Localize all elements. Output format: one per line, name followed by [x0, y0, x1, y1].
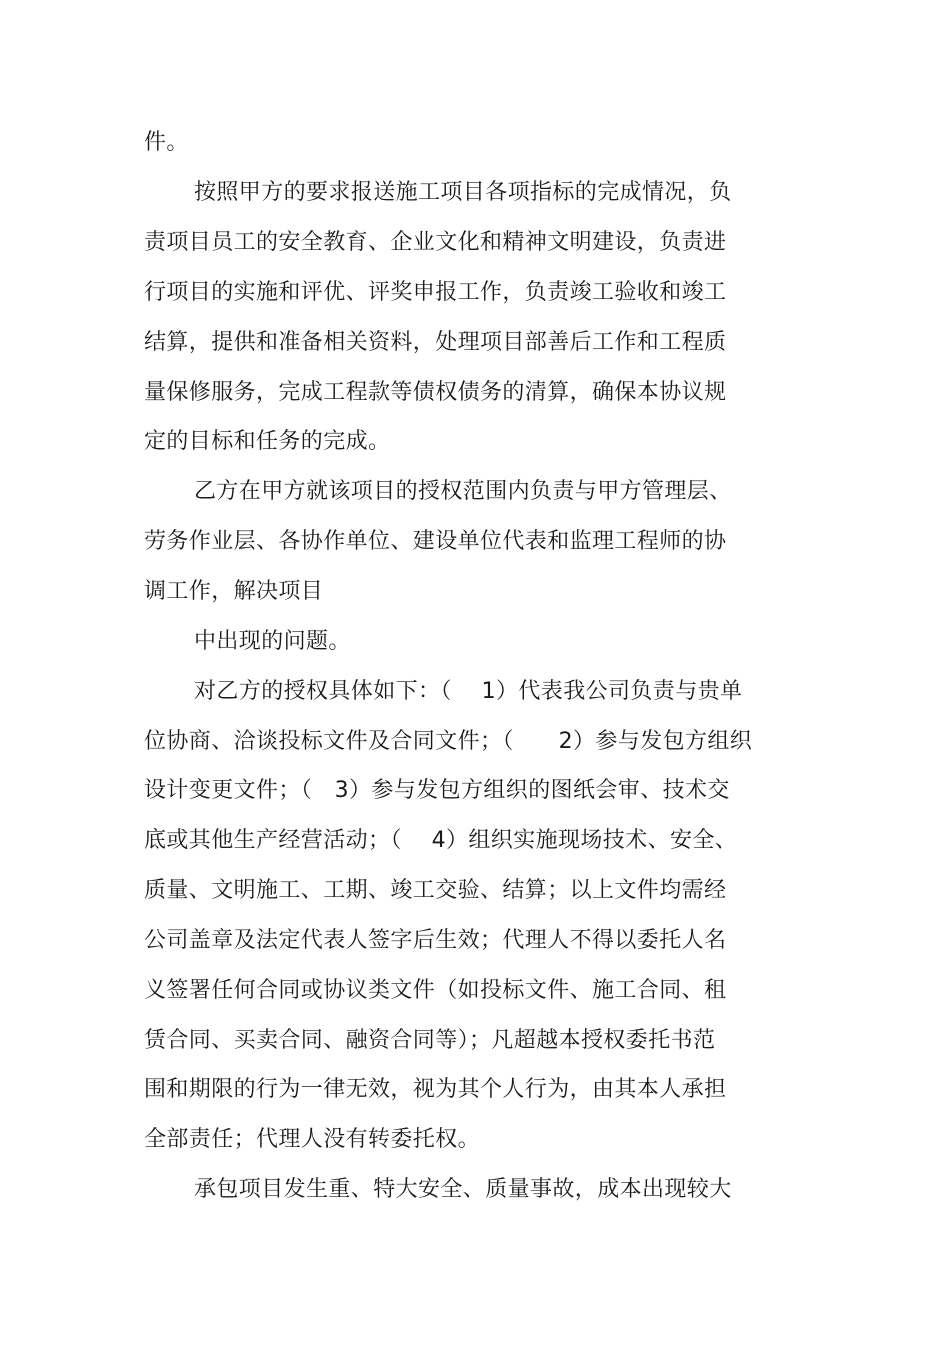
text-line: 位协商、洽谈投标文件及合同文件；（ 2）参与发包方组织	[144, 729, 753, 754]
text-line: 底或其他生产经营活动；（ 4）组织实施现场技术、安全、	[144, 828, 738, 853]
paragraph-first-line: 按照甲方的要求报送施工项目各项指标的完成情况，负	[194, 180, 732, 205]
text-line: 质量、文明施工、工期、竣工交验、结算；以上文件均需经	[144, 878, 727, 903]
text-line: 公司盖章及法定代表人签字后生效；代理人不得以委托人名	[144, 928, 727, 953]
text-line: 调工作，解决项目	[144, 579, 324, 604]
text-line: 义签署任何合同或协议类文件（如投标文件、施工合同、租	[144, 978, 727, 1003]
paragraph-first-line: 对乙方的授权具体如下：（ 1）代表我公司负责与贵单	[194, 679, 743, 704]
text-line: 件。	[144, 130, 189, 155]
text-line: 围和期限的行为一律无效，视为其个人行为，由其本人承担	[144, 1077, 727, 1102]
text-line: 设计变更文件；（ 3）参与发包方组织的图纸会审、技术交	[144, 778, 730, 803]
paragraph-first-line: 中出现的问题。	[194, 629, 351, 654]
text-line: 劳务作业层、各协作单位、建设单位代表和监理工程师的协	[144, 529, 727, 554]
text-line: 全部责任；代理人没有转委托权。	[144, 1127, 481, 1152]
text-line: 责项目员工的安全教育、企业文化和精神文明建设，负责进	[144, 230, 727, 255]
text-line: 赁合同、买卖合同、融资合同等）；凡超越本授权委托书范	[144, 1028, 716, 1053]
text-line: 行项目的实施和评优、评奖申报工作，负责竣工验收和竣工	[144, 280, 727, 305]
text-line: 量保修服务，完成工程款等债权债务的清算，确保本协议规	[144, 380, 727, 405]
text-line: 定的目标和任务的完成。	[144, 429, 391, 454]
text-line: 结算，提供和准备相关资料，处理项目部善后工作和工程质	[144, 330, 727, 355]
paragraph-first-line: 乙方在甲方就该项目的授权范围内负责与甲方管理层、	[194, 479, 732, 504]
paragraph-first-line: 承包项目发生重、特大安全、质量事故，成本出现较大	[194, 1177, 732, 1202]
